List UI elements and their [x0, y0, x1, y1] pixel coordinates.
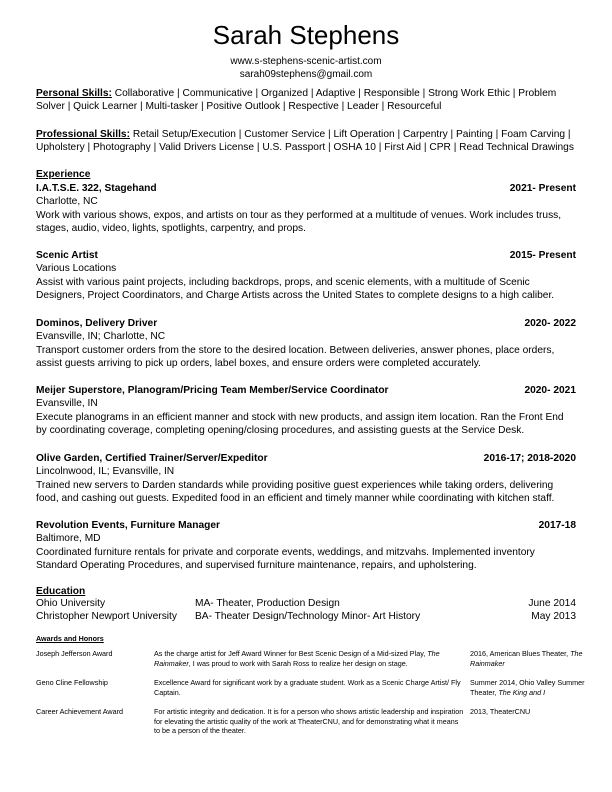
- job-location: Baltimore, MD: [36, 533, 101, 545]
- education-date: June 2014: [528, 598, 576, 609]
- job-dates: 2020- 2022: [524, 318, 576, 329]
- job-location: Evansville, IN; Charlotte, NC: [36, 331, 166, 343]
- job-entry: [36, 519, 576, 573]
- education-list: [36, 598, 576, 623]
- job-description: Execute planograms in an efficient manner and stock with new products, and assign item location. Ran the Front End by coordinating coverage, completing opening/closing procedures, and assisting guests at the Service Desk.: [36, 411, 564, 437]
- job-title: Dominos, Delivery Driver: [36, 318, 158, 329]
- job-description: Work with various shows, expos, and artists on tour as they performed at a multitude of venues. Work includes truss, stages, audio, video, lights, spotlights, carpentry, and props.: [36, 209, 562, 235]
- job-description: Trained new servers to Darden standards while providing positive guest experiences while taking orders, delivering food, and cashing out guests. Expedited food in an efficient and timely manner while coordinating with kitchen staff.: [36, 479, 555, 505]
- award-name: Career Achievement Award: [36, 707, 123, 716]
- professional-skills: [36, 128, 581, 155]
- personal-skills-label: Personal Skills:: [36, 88, 112, 99]
- job-dates: 2016-17; 2018-2020: [483, 453, 576, 464]
- personal-skills-text: Collaborative | Communicative | Organized | Adaptive | Responsible | Strong Work Ethic | Problem Solver | Quick Learner | Multi-tasker | Positive Outlook | Respective | Leader | Resourceful: [36, 88, 557, 113]
- education-row: [36, 598, 576, 611]
- award-description: For artistic integrity and dedication. It is for a person who shows artistic leadership and inspiration for elevating the artistic quality of the work at TheaterCNU, and for demonstrating what it means to be a person of the theater.: [154, 707, 464, 735]
- job-description: Assist with various paint projects, including backdrops, props, and scenic elements, with a multitude of Scenic Designers, Project Coordinators, and Charge Artists across the United States to complete designs to a high caliber.: [36, 276, 555, 302]
- education-degree: BA- Theater Design/Technology Minor- Art History: [195, 610, 421, 622]
- job-location: Evansville, IN: [36, 398, 98, 410]
- education-date: May 2013: [531, 610, 576, 622]
- job-entry: [36, 452, 576, 506]
- professional-skills-text: Retail Setup/Execution | Customer Service | Lift Operation | Carpentry | Painting | Foam Carving | Upholstery | Photography | Valid Drivers License | U.S. Passport | OSHA 10 | First Aid | CPR | Read Technical Drawings: [36, 129, 574, 154]
- award-reference: 2016, American Blues Theater, The Rainmaker: [470, 649, 583, 668]
- job-dates: 2015- Present: [509, 250, 576, 261]
- website-link[interactable]: www.s-stephens-scenic-artist.com: [230, 56, 382, 67]
- job-location: Charlotte, NC: [36, 196, 98, 208]
- education-degree: MA- Theater, Production Design: [195, 598, 340, 609]
- award-name: Joseph Jefferson Award: [36, 649, 113, 658]
- award-description: As the charge artist for Jeff Award Winner for Best Scenic Design of a Mid-sized Play, The Rainmaker, I was proud to work with Sarah Ross to realize her design on stage.: [154, 649, 440, 668]
- job-title: Meijer Superstore, Planogram/Pricing Team Member/Service Coordinator: [36, 385, 389, 396]
- education-school: Ohio University: [36, 598, 106, 609]
- experience-heading: Experience: [36, 169, 91, 180]
- job-dates: 2017-18: [538, 520, 576, 531]
- job-description: Coordinated furniture rentals for private and corporate events, weddings, and mitzvahs. Implemented inventory Standard Operating Procedures, and supervised furniture maintenance, repairs, and upholstering.: [36, 546, 535, 572]
- job-location: Lincolnwood, IL; Evansville, IN: [36, 466, 175, 478]
- job-entry: [36, 249, 576, 303]
- awards-heading: Awards and Honors: [36, 634, 104, 643]
- award-description: Excellence Award for significant work by a graduate student. Work as a Scenic Charge Artist/ Fly Captain.: [154, 678, 461, 697]
- education-heading: Education: [36, 586, 86, 597]
- job-title: Revolution Events, Furniture Manager: [36, 520, 220, 531]
- job-description: Transport customer orders from the store to the desired location. Between deliveries, answer phones, place orders, assist guests arriving to pick up orders, label boxes, and ensure orders were completed accurately.: [36, 344, 555, 370]
- email-link[interactable]: sarah09stephens@gmail.com: [239, 69, 373, 80]
- job-entry: [36, 182, 576, 236]
- job-location: Various Locations: [36, 263, 117, 275]
- job-dates: 2021- Present: [509, 183, 576, 194]
- award-reference: Summer 2014, Ohio Valley Summer Theater, The King and I: [470, 678, 585, 697]
- job-title: Scenic Artist: [36, 250, 98, 261]
- job-title: I.A.T.S.E. 322, Stagehand: [36, 183, 157, 194]
- page-title: Sarah Stephens: [212, 20, 400, 50]
- personal-skills: [36, 87, 581, 114]
- job-dates: 2020- 2021: [524, 385, 576, 396]
- job-title: Olive Garden, Certified Trainer/Server/Expeditor: [36, 453, 268, 464]
- job-entry: [36, 317, 576, 371]
- job-entry: [36, 384, 576, 438]
- award-name: Geno Cline Fellowship: [36, 678, 108, 687]
- professional-skills-label: Professional Skills:: [36, 129, 130, 140]
- education-row: [36, 611, 576, 624]
- award-reference: 2013, TheaterCNU: [470, 707, 531, 716]
- education-school: Christopher Newport University: [36, 610, 177, 622]
